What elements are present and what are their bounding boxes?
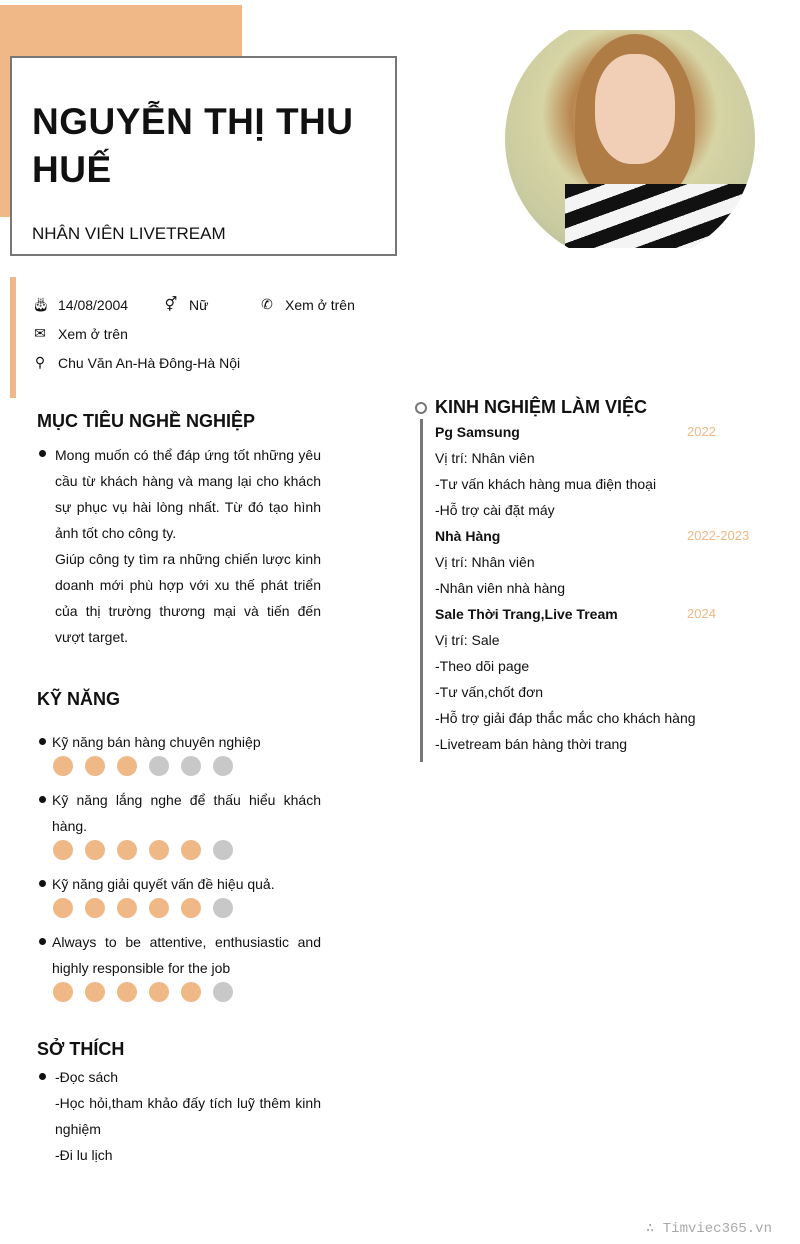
experience-detail: -Theo dõi page	[435, 658, 530, 674]
address: Chu Văn An-Hà Đông-Hà Nội	[58, 354, 241, 371]
rating-dot-empty	[213, 898, 233, 918]
rating-dot-filled	[53, 982, 73, 1002]
experience-detail: Vị trí: Nhân viên	[435, 554, 535, 570]
skill-rating	[53, 840, 233, 860]
bullet	[39, 880, 46, 887]
bullet	[39, 738, 46, 745]
objective-text	[55, 442, 321, 650]
gender-icon: ⚥	[164, 296, 178, 312]
rating-dot-filled	[53, 898, 73, 918]
rating-dot-filled	[117, 840, 137, 860]
skill-name: Always to be attentive, enthusiastic and highly responsible for the job	[52, 934, 321, 976]
rating-dot-filled	[53, 756, 73, 776]
cake-icon: 🎂︎	[32, 296, 50, 312]
bullet	[39, 796, 46, 803]
phone-item	[259, 296, 355, 313]
skill-rating	[53, 898, 233, 918]
experience-detail: Vị trí: Nhân viên	[435, 450, 535, 466]
name-box	[10, 56, 397, 256]
experience-heading: KINH NGHIỆM LÀM VIỆC	[435, 397, 648, 417]
timeline-line	[420, 419, 423, 762]
rating-dot-filled	[85, 982, 105, 1002]
contact-accent-bar	[10, 277, 16, 398]
rating-dot-filled	[117, 756, 137, 776]
gender: Nữ	[189, 296, 209, 313]
birthday-item	[32, 296, 128, 313]
company-name: Nhà Hàng	[435, 528, 501, 544]
objective-heading: MỤC TIÊU NGHỀ NGHIỆP	[37, 411, 256, 431]
rating-dot-filled	[149, 898, 169, 918]
experience-detail: -Hỗ trợ giải đáp thắc mắc cho khách hàng	[435, 710, 696, 726]
job-title: NHÂN VIÊN LIVETREAM	[32, 224, 226, 243]
experience-detail: -Tư vấn,chốt đơn	[435, 684, 544, 700]
hobbies-heading: SỞ THÍCH	[37, 1039, 125, 1059]
skill-rating	[53, 756, 233, 776]
experience-year: 2024	[687, 606, 716, 621]
candidate-name: NGUYỄN THỊ THU HUẾ	[32, 101, 354, 190]
experience-year: 2022-2023	[687, 528, 750, 543]
skill-name: Kỹ năng bán hàng chuyên nghiệp	[52, 734, 261, 750]
rating-dot-filled	[181, 898, 201, 918]
rating-dot-filled	[85, 840, 105, 860]
experience-detail: -Hỗ trợ cài đặt máy	[435, 502, 555, 518]
experience-detail: -Livetream bán hàng thời trang	[435, 736, 628, 752]
experience-detail: -Nhân viên nhà hàng	[435, 580, 565, 596]
skill-name: Kỹ năng lắng nghe để thấu hiểu khách hàng.	[52, 792, 321, 834]
rating-dot-empty	[213, 840, 233, 860]
bullet	[39, 1073, 46, 1080]
rating-dot-filled	[117, 982, 137, 1002]
birthday: 14/08/2004	[58, 296, 129, 313]
company-name: Sale Thời Trang,Live Tream	[435, 606, 618, 622]
rating-dot-filled	[53, 840, 73, 860]
experience-detail: Vị trí: Sale	[435, 632, 500, 648]
profile-photo	[505, 30, 755, 248]
experience-year: 2022	[687, 424, 716, 439]
hobbies-text	[55, 1064, 321, 1168]
rating-dot-filled	[85, 898, 105, 918]
rating-dot-empty	[149, 756, 169, 776]
rating-dot-filled	[85, 756, 105, 776]
email: Xem ở trên	[58, 325, 128, 342]
bullet	[39, 450, 46, 457]
address-item	[32, 354, 240, 371]
rating-dot-filled	[181, 982, 201, 1002]
experience-detail: -Tư vấn khách hàng mua điện thoại	[435, 476, 657, 492]
rating-dot-filled	[149, 840, 169, 860]
rating-dot-empty	[213, 982, 233, 1002]
rating-dot-empty	[181, 756, 201, 776]
phone: Xem ở trên	[285, 296, 355, 313]
hobby: -Đi lu lịch	[55, 1147, 113, 1163]
rating-dot-filled	[181, 840, 201, 860]
hobby: -Đọc sách	[55, 1069, 119, 1085]
skills-heading: KỸ NĂNG	[37, 689, 121, 709]
email-item	[32, 325, 128, 342]
skill-name: Kỹ năng giải quyết vấn đề hiệu quả.	[52, 876, 275, 892]
hobby: -Học hỏi,tham khảo đấy tích luỹ thêm kinh nghiệm	[55, 1095, 321, 1137]
phone-icon: ✆	[261, 296, 273, 312]
gender-item	[163, 296, 208, 313]
rating-dot-filled	[117, 898, 137, 918]
envelope-icon: ✉	[34, 325, 46, 341]
rating-dot-empty	[213, 756, 233, 776]
rating-dot-filled	[149, 982, 169, 1002]
company-name: Pg Samsung	[435, 424, 520, 440]
timeline-circle-icon	[415, 402, 427, 414]
objective-paragraph: Giúp công ty tìm ra những chiến lược kinh doanh mới phù hợp với xu thế phát triển của thị trường thương mại và tiến đến vượt target.	[55, 551, 321, 645]
watermark: ∴ Timviec365.vn	[645, 1221, 772, 1237]
skill-rating	[53, 982, 233, 1002]
bullet	[39, 938, 46, 945]
map-marker-icon: ⚲	[34, 354, 46, 370]
objective-paragraph: Mong muốn có thể đáp ứng tốt những yêu cầu từ khách hàng và mang lại cho khách sự phục vụ hài lòng nhất. Từ đó tạo hình ảnh tốt cho công ty.	[55, 447, 321, 541]
